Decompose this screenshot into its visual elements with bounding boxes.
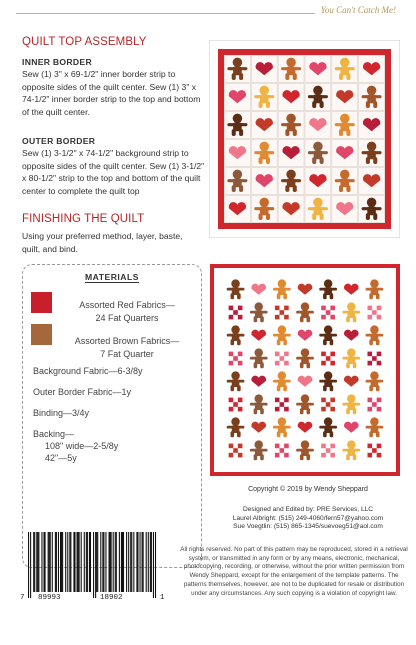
- barcode-bar: [95, 532, 96, 598]
- outer-border-text: Sew (1) 3-1/2" x 74-1/2" background strip to opposite sides of the quilt center. Sew (1) 3-1/2" x 80-1/2" strip to the top and bottom of the quilt center to complete the quilt top: [22, 148, 205, 196]
- barcode-bar: [86, 532, 87, 592]
- barcode-bar: [62, 532, 63, 592]
- barcode-bar: [52, 532, 53, 592]
- background-fabric: Background Fabric—6-3/8y: [33, 366, 143, 376]
- barcode-bar: [77, 532, 78, 592]
- barcode-bar: [74, 532, 75, 592]
- finished-quilt-image: [210, 264, 400, 476]
- barcode-bar: [43, 532, 44, 592]
- barcode-bar: [96, 532, 97, 592]
- credits-line-2: Laurel Albright: (515) 249-4060/fern57@yahoo.com: [232, 514, 384, 522]
- materials-box: [22, 264, 202, 568]
- finishing-text: Using your preferred method, layer, baste, quilt, and bind.: [22, 231, 183, 254]
- credits: [208, 506, 408, 532]
- barcode-bar: [69, 532, 70, 592]
- barcode-bar: [102, 532, 103, 592]
- barcode-bar: [119, 532, 120, 592]
- barcode-bar: [150, 532, 151, 592]
- brown-fabric-swatch: [31, 324, 52, 345]
- barcode-bar: [55, 532, 56, 592]
- barcode-bar: [103, 532, 104, 592]
- barcode-bar: [105, 532, 106, 592]
- rights-notice: All rights reserved. No part of this pattern may be reproduced, stored in a retrieval system, or transmitted in any form or by any means, electronic, mechanical, photocopying, recording, or otherwise, without the prior written permission from Wendy Sheppard, except for the enlargement of the template patterns. The patterns themselves, however, are not to be duplicated for resale or distribution under any circumstances. Any such copying is a violation of copyright law.: [180, 546, 408, 597]
- barcode-bar: [65, 532, 66, 592]
- barcode-bar: [41, 532, 42, 592]
- barcode-bar: [136, 532, 137, 592]
- barcode-bar: [90, 532, 91, 592]
- barcode-bar: [78, 532, 79, 592]
- barcode-bar: [48, 532, 49, 592]
- barcode-bar: [137, 532, 138, 592]
- barcode-bar: [155, 532, 156, 598]
- barcode-bar: [28, 532, 29, 598]
- barcode-bar: [148, 532, 149, 592]
- barcode-bar: [30, 532, 31, 598]
- barcode-bar: [38, 532, 39, 592]
- barcode-digits-left: 89993: [38, 594, 61, 602]
- barcode-digit-first: 7: [20, 594, 25, 602]
- barcode-bar: [81, 532, 82, 592]
- barcode-bar: [97, 532, 98, 592]
- barcode-bar: [133, 532, 134, 592]
- inner-border-text: Sew (1) 3" x 69-1/2" inner border strip to opposite sides of the quilt center. Sew (1) 3" x 74-1/2" inner border strip to the top and bottom of the quilt center.: [22, 69, 201, 117]
- barcode-bar: [121, 532, 122, 592]
- barcode-bar: [100, 532, 101, 592]
- binding-fabric: Binding—3/4y: [33, 408, 90, 418]
- credits-line-3: Sue Voegtlin: (515) 865-1345/suevoeg51@aol.com: [233, 523, 383, 531]
- barcode-digits-right: 18902: [100, 594, 123, 602]
- red-fabric-swatch: [31, 292, 52, 313]
- barcode-bar: [146, 532, 147, 592]
- inner-border-heading: INNER BORDER: [22, 57, 92, 67]
- barcode-bar: [93, 532, 94, 598]
- barcode-bar: [122, 532, 123, 592]
- quilt-assembly-diagram: [209, 40, 400, 238]
- barcode-bar: [109, 532, 110, 592]
- barcode-bar: [142, 532, 143, 592]
- barcode-bar: [139, 532, 140, 592]
- barcode-bar: [36, 532, 37, 592]
- barcode-bar: [60, 532, 61, 592]
- barcode-bar: [87, 532, 88, 592]
- barcode-bar: [128, 532, 129, 592]
- barcode-bar: [115, 532, 116, 592]
- series-title: You Can't Catch Me!: [315, 5, 400, 15]
- barcode-bar: [50, 532, 51, 592]
- barcode-bar: [58, 532, 59, 592]
- brown-fabrics-text: Assorted Brown Fabrics— 7 Fat Quarter: [74, 336, 180, 359]
- barcode-bar: [130, 532, 131, 592]
- barcode-bar: [123, 532, 124, 592]
- barcode-bar: [143, 532, 144, 592]
- backing-wide: 108" wide—2-5/8y: [45, 441, 119, 451]
- barcode-bar: [110, 532, 111, 592]
- barcode-bar: [131, 532, 132, 592]
- barcode-bar: [73, 532, 74, 592]
- materials-title: MATERIALS: [85, 272, 139, 282]
- barcode-bar: [111, 532, 112, 592]
- barcode-bar: [89, 532, 90, 592]
- outer-border-heading: OUTER BORDER: [22, 136, 96, 146]
- barcode-bar: [37, 532, 38, 592]
- barcode-bar: [153, 532, 154, 598]
- barcode-bar: [151, 532, 152, 592]
- assembly-title: QUILT TOP ASSEMBLY: [22, 36, 147, 48]
- barcode-bar: [34, 532, 35, 592]
- barcode-bar: [70, 532, 71, 592]
- barcode-bar: [126, 532, 127, 592]
- barcode-bar: [49, 532, 50, 592]
- barcode-bar: [33, 532, 34, 592]
- barcode-bar: [56, 532, 57, 592]
- copyright-line: Copyright © 2019 by Wendy Sheppard: [248, 486, 368, 493]
- barcode-bar: [116, 532, 117, 592]
- barcode-bar: [84, 532, 85, 592]
- red-fabrics-text: Assorted Red Fabrics— 24 Fat Quarters: [79, 300, 175, 323]
- quilt-center: [224, 55, 385, 223]
- barcode-digit-last: 1: [160, 594, 165, 602]
- barcode-bar: [113, 532, 114, 592]
- barcode-bar: [79, 532, 80, 592]
- barcode-bar: [45, 532, 46, 592]
- backing-label: Backing—: [33, 429, 75, 439]
- barcode-bar: [67, 532, 68, 592]
- credits-line-1: Designed and Edited by: PRE Services, LLC: [242, 506, 374, 513]
- finishing-title: FINISHING THE QUILT: [22, 213, 145, 225]
- outer-border-fabric: Outer Border Fabric—1y: [33, 387, 132, 397]
- backing-42: 42"—5y: [45, 453, 77, 463]
- barcode-bar: [61, 532, 62, 592]
